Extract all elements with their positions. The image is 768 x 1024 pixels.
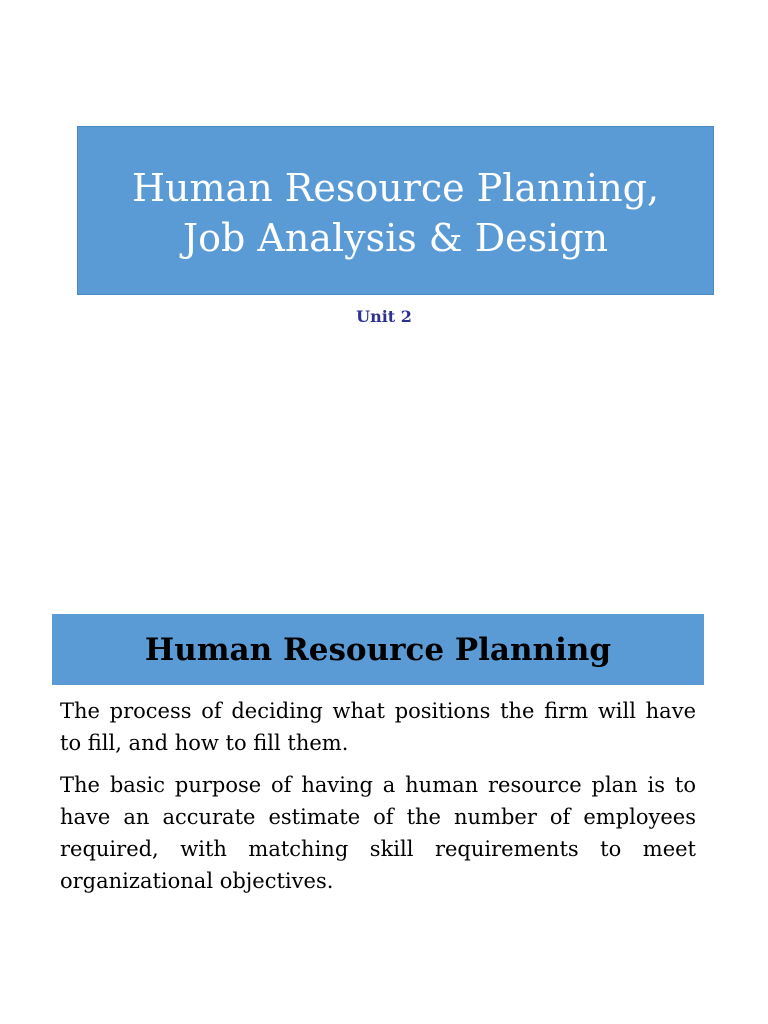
unit-subtitle: Unit 2 [356,307,412,326]
section-heading-banner [52,614,704,685]
title-banner [77,126,714,295]
body-paragraph-purpose: The basic purpose of having a human resource plan is to have an accurate estimate of the number of employees required, with matching skill requirements to meet organizational objectives. [60,773,696,893]
slide-title-line-1: Human Resource Planning, [131,165,660,210]
section-heading: Human Resource Planning [144,631,612,668]
slide-title [132,163,659,263]
body-paragraph-definition: The process of deciding what positions the firm will have to fill, and how to fill them. [60,699,696,755]
slide-title-line-2: Job Analysis & Design [182,215,609,260]
section-body [60,695,696,907]
